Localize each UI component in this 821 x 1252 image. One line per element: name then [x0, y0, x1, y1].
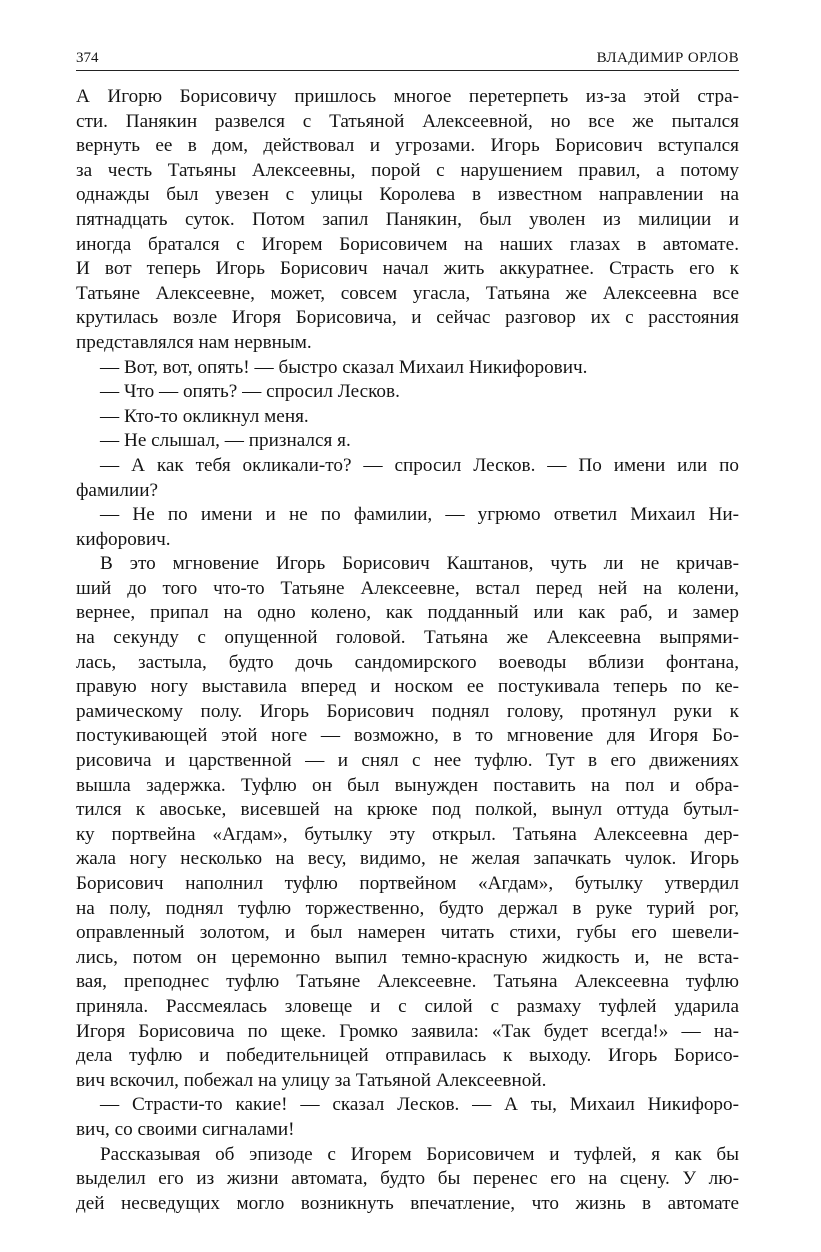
text-line: лись, потом он церемонно выпил темно-красную жидкость и, не вста- — [76, 946, 739, 968]
text-line: В это мгновение Игорь Борисович Каштанов, чуть ли не кричав- — [100, 553, 739, 575]
text-line: рамическому полу. Игорь Борисович поднял голову, протянул руки к — [76, 700, 739, 722]
text-line: — Что — опять? — спросил Лесков. — [100, 381, 400, 403]
text-line: Игоря Борисовича по щеке. Громко заявила: «Так будет всегда!» — на- — [76, 1020, 739, 1042]
text-line: И вот теперь Игорь Борисович начал жить аккуратнее. Страсть его к — [76, 258, 739, 280]
text-line: Рассказывая об эпизоде с Игорем Борисовичем и туфлей, я как бы — [100, 1143, 739, 1165]
paragraph — [76, 1143, 739, 1217]
paragraph — [76, 454, 739, 503]
text-line: приняла. Рассмеялась зловеще и с силой с размаху туфлей ударила — [76, 995, 739, 1017]
body-text — [76, 85, 739, 1216]
text-line: оправленный золотом, и был намерен читать стихи, губы его шевели- — [76, 922, 739, 944]
text-line: — Вот, вот, опять! — быстро сказал Михаил Никифорович. — [100, 356, 588, 378]
text-line: вич вскочил, побежал на улицу за Татьяной Алексеевной. — [76, 1069, 547, 1091]
book-page — [76, 48, 739, 1216]
text-line: дей несведущих могло возникнуть впечатление, что жизнь в автомате — [76, 1192, 739, 1214]
text-line: лась, застыла, будто дочь сандомирского воеводы вблизи фонтана, — [76, 651, 739, 673]
text-line: сти. Панякин развелся с Татьяной Алексеевной, но все же пытался — [76, 110, 739, 132]
text-line: на полу, поднял туфлю торжественно, будто держал в руке турий рог, — [76, 897, 739, 919]
text-line: — Кто-то окликнул меня. — [100, 405, 309, 427]
paragraph — [76, 356, 739, 381]
running-title: ВЛАДИМИР ОРЛОВ — [596, 50, 739, 66]
text-line: фамилии? — [76, 479, 158, 501]
paragraph — [76, 380, 739, 405]
text-line: ку портвейна «Агдам», бутылку эту открыл. Татьяна Алексеевна дер- — [76, 823, 739, 845]
text-line: представлялся нам нервным. — [76, 331, 312, 353]
paragraph — [76, 429, 739, 454]
text-line: выделил его из жизни автомата, будто бы перенес его на сцену. У лю- — [76, 1168, 739, 1190]
text-line: вич, со своими сигналами! — [76, 1118, 295, 1140]
text-line: на секунду с опущенной головой. Татьяна же Алексеевна выпрями- — [76, 627, 739, 649]
text-line: постукивающей этой ноге — возможно, в то мгновение для Игоря Бо- — [76, 725, 739, 747]
paragraph — [76, 503, 739, 552]
text-line: — А как тебя окликали-то? — спросил Лесков. — По имени или по — [100, 454, 739, 476]
text-line: Борисович наполнил туфлю портвейном «Агдам», бутылку утвердил — [76, 873, 739, 894]
page-number: 374 — [76, 50, 99, 66]
text-line: А Игорю Борисовичу пришлось многое перетерпеть из-за этой стра- — [76, 86, 739, 107]
text-line: ший до того что-то Татьяне Алексеевне, встал перед ней на колени, — [76, 577, 739, 599]
text-line: — Страсти-то какие! — сказал Лесков. — А ты, Михаил Никифоро- — [100, 1094, 739, 1116]
text-line: вышла задержка. Туфлю он был вынужден поставить на пол и обра- — [76, 774, 739, 796]
text-line: однажды был увезен с улицы Королева в известном направлении на — [76, 184, 739, 206]
text-line: тился к авоське, висевшей на крюке под полкой, вынул оттуда бутыл- — [76, 799, 739, 821]
text-line: за честь Татьяны Алексеевны, порой с нарушением правил, а потому — [76, 159, 739, 181]
text-line: Татьяне Алексеевне, может, совсем угасла, Татьяна же Алексеевна все — [76, 282, 739, 304]
text-line: рисовича и царственной — и снял с нее туфлю. Тут в его движениях — [76, 750, 739, 772]
text-line: жала ногу несколько на весу, видимо, не желая запачкать чулок. Игорь — [76, 848, 739, 870]
paragraph — [76, 552, 739, 1093]
text-line: вернее, припал на одно колено, как подданный или как раб, и замер — [76, 602, 739, 624]
text-line: вая, преподнес туфлю Татьяне Алексеевне. Татьяна Алексеевна туфлю — [76, 971, 739, 993]
text-line: — Не по имени и не по фамилии, — угрюмо ответил Михаил Ни- — [100, 504, 739, 526]
paragraph — [76, 405, 739, 430]
text-line: пятнадцать суток. Потом запил Панякин, был уволен из милиции и — [76, 208, 739, 230]
text-line: кифорович. — [76, 528, 171, 550]
text-line: вернуть ее в дом, действовал и угрозами. Игорь Борисович вступался — [76, 135, 739, 157]
text-line: крутилась возле Игоря Борисовича, и сейчас разговор их с расстояния — [76, 307, 739, 329]
text-line: иногда братался с Игорем Борисовичем на наших глазах в автомате. — [76, 233, 739, 255]
running-header — [76, 48, 739, 71]
paragraph — [76, 85, 739, 356]
text-line: правую ногу выставила вперед и носком ее постукивала теперь по ке- — [76, 676, 739, 698]
text-line: — Не слышал, — признался я. — [100, 430, 351, 452]
text-line: дела туфлю и победительницей отправилась к выходу. Игорь Борисо- — [76, 1045, 739, 1067]
paragraph — [76, 1093, 739, 1142]
